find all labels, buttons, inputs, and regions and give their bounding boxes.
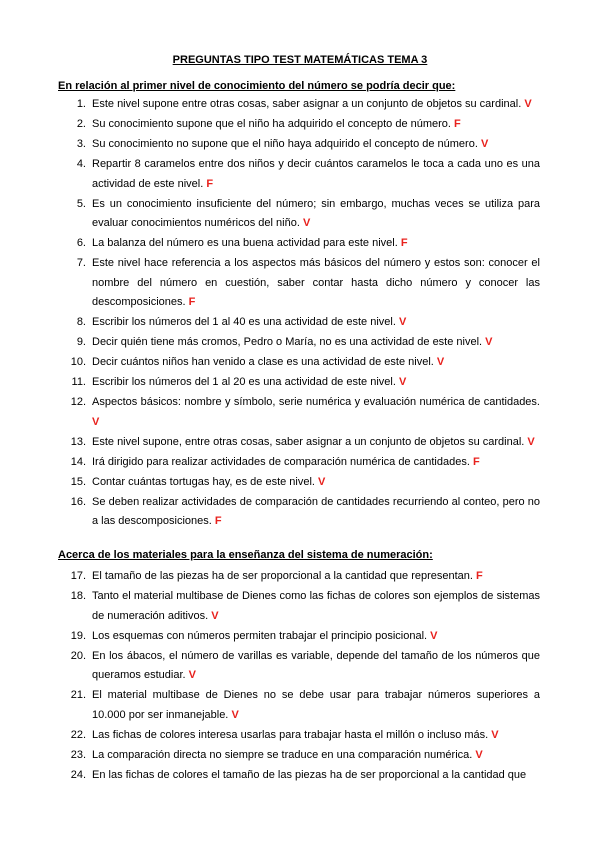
question-item [0,254,600,313]
question-item [0,686,600,725]
answer-mark: F [214,515,222,528]
answer-mark: V [92,415,100,428]
question-text: El material multibase de Dienes no se debe usar para trabajar números superiores a 10.000 por ser inmanejable. [92,689,540,721]
question-item [0,353,600,373]
question-item [0,333,600,353]
answer-mark: V [398,376,407,389]
question-number: 21. [70,689,86,702]
question-text: Tanto el material multibase de Dienes como las fichas de colores son ejemplos de sistemas de numeración aditivos. [92,589,540,622]
answer-mark: F [476,570,483,582]
question-text: Su conocimiento supone que el niño ha adquirido el concepto de número. [92,117,451,130]
answer-mark: V [430,629,438,642]
answer-mark: F [400,237,408,250]
question-number: 16. [70,495,86,508]
question-text: Es un conocimiento insuficiente del número; sin embargo, muchas veces se utiliza para evaluar conocimientos numéricos del niño. [92,197,540,230]
question-item [0,726,600,746]
question-text: Decir quién tiene más cromos, Pedro o María, no es una actividad de este nivel. [92,336,483,349]
question-number: 13. [70,435,86,448]
answer-mark: F [188,296,196,309]
question-number: 24. [70,768,86,781]
page-title: PREGUNTAS TIPO TEST MATEMÁTICAS TEMA 3 [172,54,428,66]
question-text: Las fichas de colores interesa usarlas para trabajar hasta el millón o incluso más. [92,728,489,741]
question-number: 2. [76,117,86,130]
question-item [0,453,600,473]
question-number: 11. [71,376,86,389]
question-list [0,95,600,532]
question-text: Su conocimiento no supone que el niño haya adquirido el concepto de número. [92,137,478,150]
question-text: La comparación directa no siempre se traduce en una comparación numérica. [92,748,473,761]
section-heading: En relación al primer nivel de conocimiento del número se podría decir que: [58,80,456,92]
question-number: 7. [76,257,86,270]
question-item [0,746,600,766]
question-item [0,433,600,453]
question-number: 8. [76,316,86,329]
answer-mark: V [527,435,535,448]
question-text: La balanza del número es una buena actividad para este nivel. [92,237,398,250]
question-item [0,647,600,686]
answer-mark: V [475,748,483,761]
answer-mark: V [524,98,532,110]
question-text: Aspectos básicos: nombre y símbolo, serie numérica y evaluación numérica de cantidades. [92,396,540,409]
question-number: 3. [76,137,86,150]
question-number: 20. [70,649,86,662]
question-text: Este nivel supone entre otras cosas, saber asignar a un conjunto de objetos su cardinal. [92,98,522,110]
question-text: Decir cuántos niños han venido a clase es una actividad de este nivel. [92,356,434,369]
question-item [0,115,600,135]
question-number: 1. [76,98,86,110]
question-text: Contar cuántas tortugas hay, es de este nivel. [92,475,315,488]
question-list [0,567,600,786]
question-number: 17. [70,570,86,582]
question-number: 18. [70,589,86,602]
answer-mark: V [480,137,489,150]
question-number: 22. [70,728,86,741]
answer-mark: V [302,217,311,230]
question-text: En las fichas de colores el tamaño de las piezas ha de ser proporcional a la cantidad que [92,768,527,781]
question-item [0,135,600,155]
question-item [0,373,600,393]
question-number: 19. [70,629,86,642]
question-item [0,313,600,333]
answer-mark: F [454,117,461,130]
question-item [0,195,600,234]
question-text: Este nivel hace referencia a los aspectos más básicos del número y estos son: conocer el nombre del número en cuestión, saber contar hasta dicho número y conocer las descomposiciones. [92,257,540,309]
answer-mark: V [211,609,219,622]
question-text: Los esquemas con números permiten trabajar el principio posicional. [92,629,428,642]
question-item [0,155,600,194]
question-text: Irá dirigido para realizar actividades de comparación numérica de cantidades. [92,455,470,468]
question-item [0,234,600,254]
question-item [0,393,600,432]
answer-mark: F [206,177,214,190]
answer-mark: V [485,336,493,349]
question-text: El tamaño de las piezas ha de ser proporcional a la cantidad que representan. [92,570,473,582]
answer-mark: F [472,455,480,468]
question-item [0,567,600,587]
answer-mark: V [436,356,445,369]
answer-mark: V [231,708,239,721]
question-number: 12. [70,396,86,409]
question-number: 15. [70,475,86,488]
question-text: Se deben realizar actividades de comparación de cantidades recurriendo al conteo, pero no a las descomposiciones. [92,495,540,528]
question-number: 14. [70,455,86,468]
answer-mark: V [188,669,196,682]
question-text: Este nivel supone, entre otras cosas, saber asignar a un conjunto de objetos su cardinal. [92,435,525,448]
answer-mark: V [398,316,407,329]
question-number: 23. [70,748,86,761]
section-heading: Acerca de los materiales para la enseñanza del sistema de numeración: [58,549,433,561]
question-item [0,95,600,115]
question-number: 4. [76,157,86,170]
question-text: En los ábacos, el número de varillas es variable, depende del tamaño de los números que queramos estudiar. [92,649,540,682]
question-number: 5. [76,197,86,210]
question-item [0,473,600,493]
question-item [0,766,600,786]
answer-mark: V [491,728,499,741]
answer-mark: V [318,475,326,488]
question-number: 6. [76,237,86,250]
question-item [0,587,600,626]
question-text: Repartir 8 caramelos entre dos niños y decir cuántos caramelos le toca a cada uno es una actividad de este nivel. [92,157,540,190]
question-item [0,627,600,647]
question-text: Escribir los números del 1 al 20 es una actividad de este nivel. [92,376,396,389]
question-number: 9. [76,336,86,349]
question-text: Escribir los números del 1 al 40 es una actividad de este nivel. [92,316,396,329]
question-item [0,493,600,532]
question-number: 10. [70,356,86,369]
